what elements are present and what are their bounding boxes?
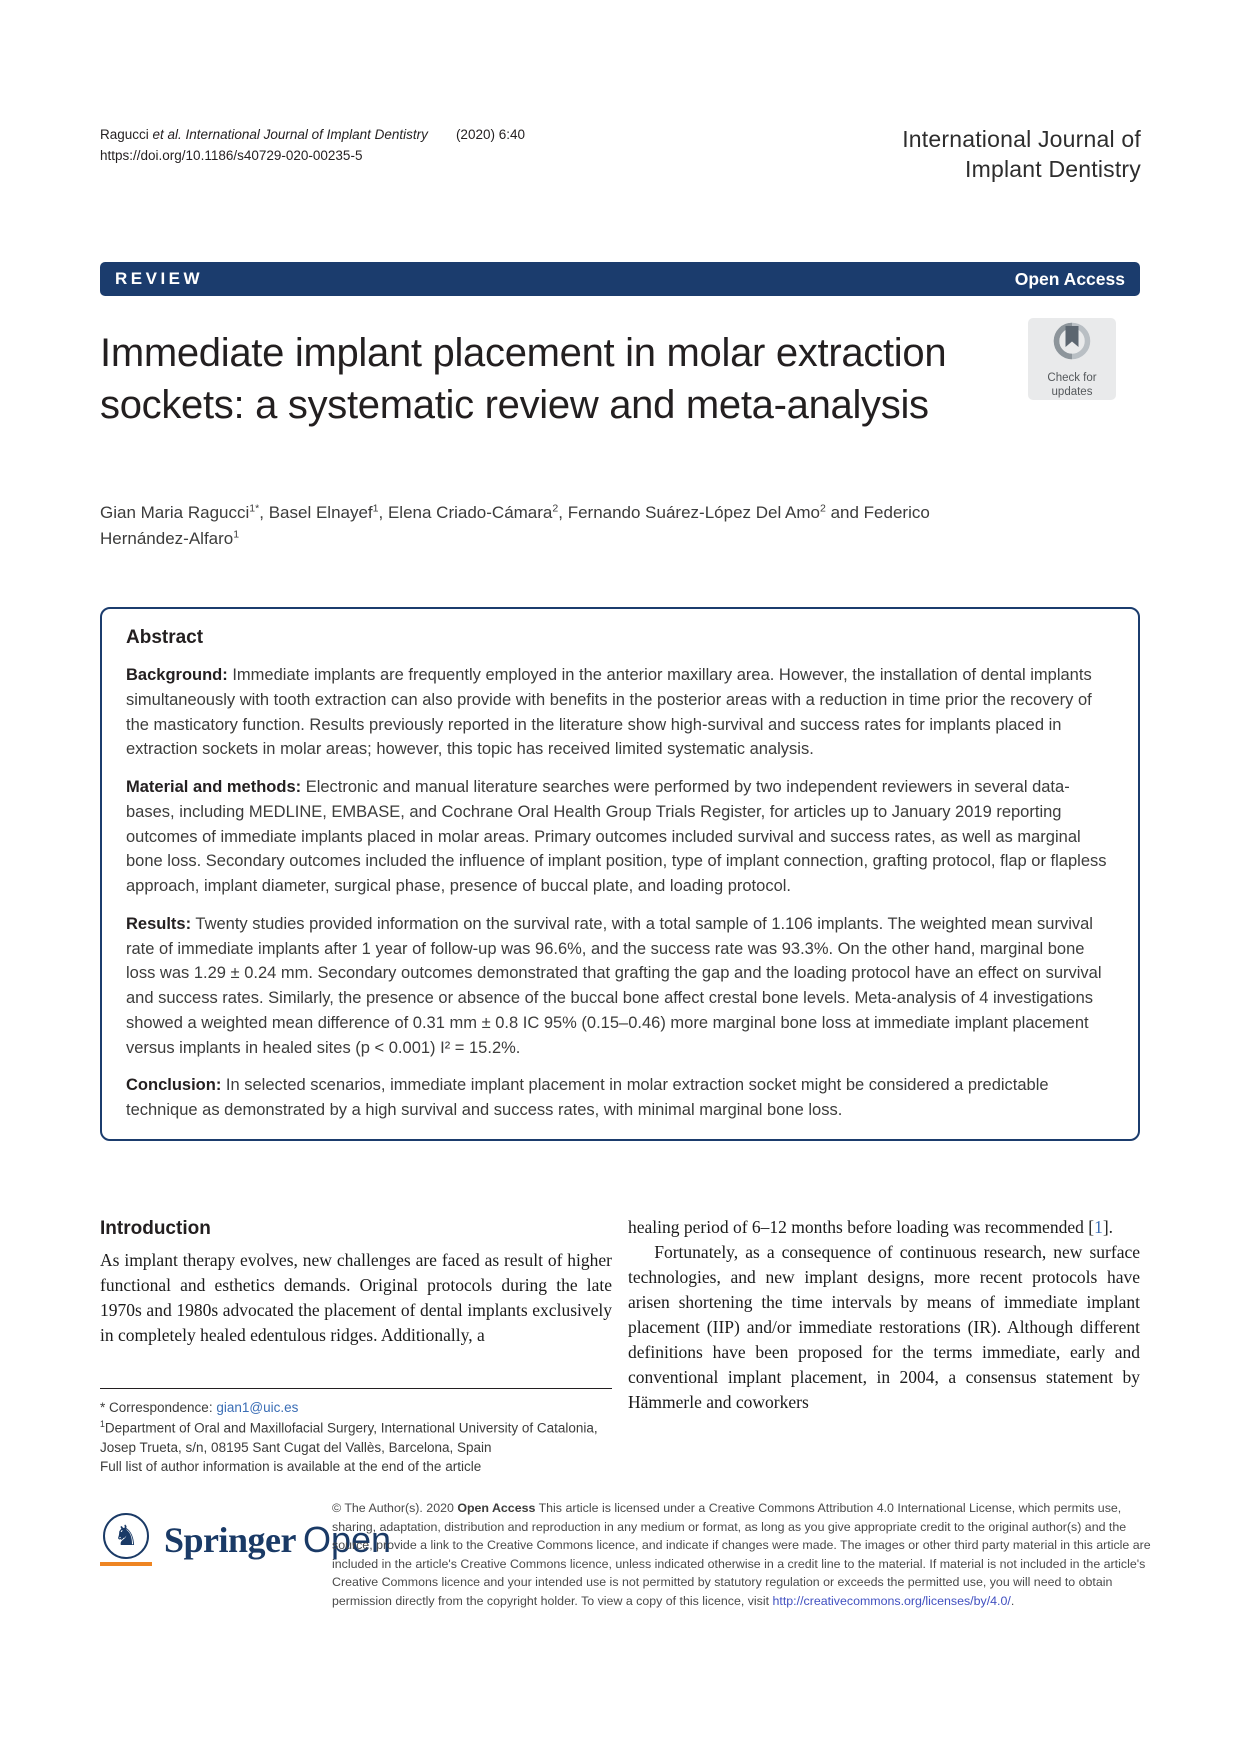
introduction-heading: Introduction: [100, 1218, 211, 1239]
abstract-heading: Abstract: [126, 627, 204, 648]
abstract-methods: [126, 775, 1114, 899]
copyright-suffix: .: [1010, 1594, 1015, 1609]
author-name: Federico Hernández-Alfaro: [100, 503, 930, 549]
springer-horse-icon: [100, 1513, 152, 1566]
author-name: Elena Criado-Cámara: [387, 503, 553, 522]
creative-commons-link[interactable]: http://creativecommons.org/licenses/by/4.0/: [772, 1594, 1011, 1609]
abstract-background-label: Background:: [126, 666, 228, 684]
citation-journal: et al. International Journal of Implant Dentistry: [152, 127, 428, 142]
logo-text-springer: Springer: [164, 1519, 297, 1560]
copyright-open-access: Open Access: [457, 1501, 536, 1515]
correspondence-footnote: [100, 1388, 612, 1477]
citation-author: Ragucci: [100, 127, 153, 142]
citation-block: [100, 125, 525, 167]
abstract-results: [126, 912, 1114, 1061]
author-separator: ,: [378, 503, 388, 522]
abstract-background-text: Immediate implants are frequently employed in the anterior maxillary area. However, the installation of dental implants simultaneously with tooth extraction can also provide with benefits in the posterior areas with a reduction in time prior the recovery of the masticatory function. Results previously reported in the literature show high-survival and success rates for implants placed in extraction sockets in molar areas; however, this topic has received limited systematic analysis.: [126, 666, 1092, 759]
author-list: [100, 500, 1000, 553]
author-affiliation-sup: 2: [820, 502, 826, 515]
full-author-list-note: Full list of author information is available at the end of the article: [100, 1459, 482, 1475]
author-separator: ,: [259, 503, 269, 522]
page-header: [100, 125, 1141, 185]
abstract-background: [126, 663, 1114, 762]
article-title: Immediate implant placement in molar extraction sockets: a systematic review and meta-analysis: [100, 330, 947, 427]
author-separator: and: [825, 503, 864, 522]
abstract-conclusion-label: Conclusion:: [126, 1076, 222, 1095]
springer-orange-underline: [100, 1562, 152, 1566]
affiliation-sup: 1: [100, 1418, 105, 1429]
open-access-label: Open Access: [1014, 268, 1125, 289]
journal-name: [902, 125, 1141, 185]
author-name: Gian Maria Ragucci: [100, 503, 250, 522]
intro-paragraph-right-1: [628, 1215, 1140, 1240]
check-for-updates-icon: [1050, 319, 1094, 368]
abstract-conclusion: [126, 1073, 1114, 1123]
copyright-body: This article is licensed under a Creative Commons Attribution 4.0 International License, which permits use, sharing, adaptation, distribution and reproduction in any medium or format, as long as you give appropriate credit to the original author(s) and the source, provide a link to the Creative Commons licence, and indicate if changes were made. The images or other third party material in this article are included in the article's Creative Commons licence, unless indicated otherwise in a credit line to the material. If material is not included in the article's Creative Commons licence and your intended use is not permitted by statutory regulation or exceeds the permitted use, you will need to obtain permission directly from the copyright holder. To view a copy of this licence, visit: [332, 1501, 1151, 1609]
author-affiliation-sup: 1: [233, 528, 240, 541]
copyright-notice: [332, 1499, 1152, 1611]
check-for-updates-label: [1047, 371, 1096, 400]
author: [388, 503, 568, 522]
author-name: Basel Elnayef: [268, 503, 373, 522]
author: [100, 503, 269, 522]
author: [568, 503, 864, 522]
badge-label-line1: Check for: [1047, 371, 1097, 384]
intro-right-column: [628, 1215, 1140, 1415]
abstract-box: [100, 607, 1140, 1141]
article-type-banner: [100, 262, 1140, 296]
author-separator: ,: [558, 503, 568, 522]
intro-right-1-text-after: ].: [1102, 1217, 1114, 1237]
author-affiliation-sup: 1: [372, 502, 379, 515]
citation-issue: (2020) 6:40: [455, 127, 525, 142]
logo-text-open: Open: [303, 1518, 392, 1560]
doi-text: https://doi.org/10.1186/s40729-020-00235-5: [100, 147, 363, 163]
author-name: Fernando Suárez-López Del Amo: [567, 503, 820, 522]
affiliation-text: Department of Oral and Maxillofacial Surgery, International University of Catalonia, Josep Trueta, s/n, 08195 Sant Cugat del Vallès, Barcelona, Spain: [100, 1420, 598, 1455]
author-affiliation-sup: 2: [552, 502, 559, 515]
check-for-updates-button[interactable]: [1028, 318, 1116, 400]
springer-horse-glyph: ♞: [103, 1513, 149, 1559]
correspondence-email-link[interactable]: gian1@uic.es: [216, 1400, 299, 1415]
abstract-results-label: Results:: [126, 914, 192, 933]
author-affiliation-sup: 1*: [249, 502, 260, 515]
badge-label-line2: updates: [1051, 386, 1093, 398]
intro-paragraph-right-2: Fortunately, as a consequence of continuous research, new surface technologies, and new implant designs, more recent protocols have arisen shortening the time intervals by means of immediate implant placement (IIP) and/or immediate restorations (IR). Although different definitions have been proposed for the terms immediate, early and conventional implant placement, in 2004, a consensus statement by Hämmerle and coworkers: [628, 1242, 1140, 1413]
intro-paragraph-left: As implant therapy evolves, new challenges are faced as result of higher functional and esthetics demands. Original protocols during the late 1970s and 1980s advocated the placement of dental implants exclusively in completely healed edentulous ridges. Additionally, a: [100, 1250, 612, 1346]
intro-left-column: [100, 1215, 612, 1348]
journal-name-line1: International Journal of: [902, 126, 1141, 152]
reference-1-link[interactable]: 1: [1094, 1217, 1103, 1237]
journal-name-line2: Implant Dentistry: [965, 155, 1141, 182]
abstract-methods-label: Material and methods:: [126, 778, 302, 796]
author: [269, 503, 388, 522]
correspondence-label: * Correspondence:: [100, 1400, 217, 1415]
intro-right-1-text: healing period of 6–12 months before loading was recommended [: [628, 1217, 1095, 1237]
abstract-results-text: Twenty studies provided information on the survival rate, with a total sample of 1.106 implants. The weighted mean survival rate of immediate implants after 1 year of follow-up was 96.6%, and the success rate was 93.3%. On the other hand, marginal bone loss was 1.29 ± 0.24 mm. Secondary outcomes demonstrated that grafting the gap and the loading protocol have an effect on survival and success rates. Similarly, the presence or absence of the buccal bone affect crestal bone levels. Meta-analysis of 4 investigations showed a weighted mean difference of 0.31 mm ± 0.8 IC 95% (0.15–0.46) more marginal bone loss at immediate implant placement versus implants in healed sites (p < 0.001) I² = 15.2%.: [126, 914, 1102, 1057]
abstract-conclusion-text: In selected scenarios, immediate implant placement in molar extraction socket might be considered a predictable technique as demonstrated by a high survival and success rates, with minimal marginal bone loss.: [126, 1076, 1049, 1119]
copyright-prefix: © The Author(s). 2020: [332, 1501, 458, 1515]
article-type-label: REVIEW: [115, 269, 204, 288]
abstract-methods-text: Electronic and manual literature searches were performed by two independent reviewers in several data-bases, including MEDLINE, EMBASE, and Cochrane Oral Health Group Trials Register, for articles up to January 2019 reporting outcomes of immediate implants placed in molar areas. Primary outcomes included survival and success rates, as well as marginal bone loss. Secondary outcomes included the influence of implant position, type of implant connection, grafting protocol, flap or flapless approach, implant diameter, surgical phase, presence of buccal plate, and loading protocol.: [126, 778, 1107, 895]
